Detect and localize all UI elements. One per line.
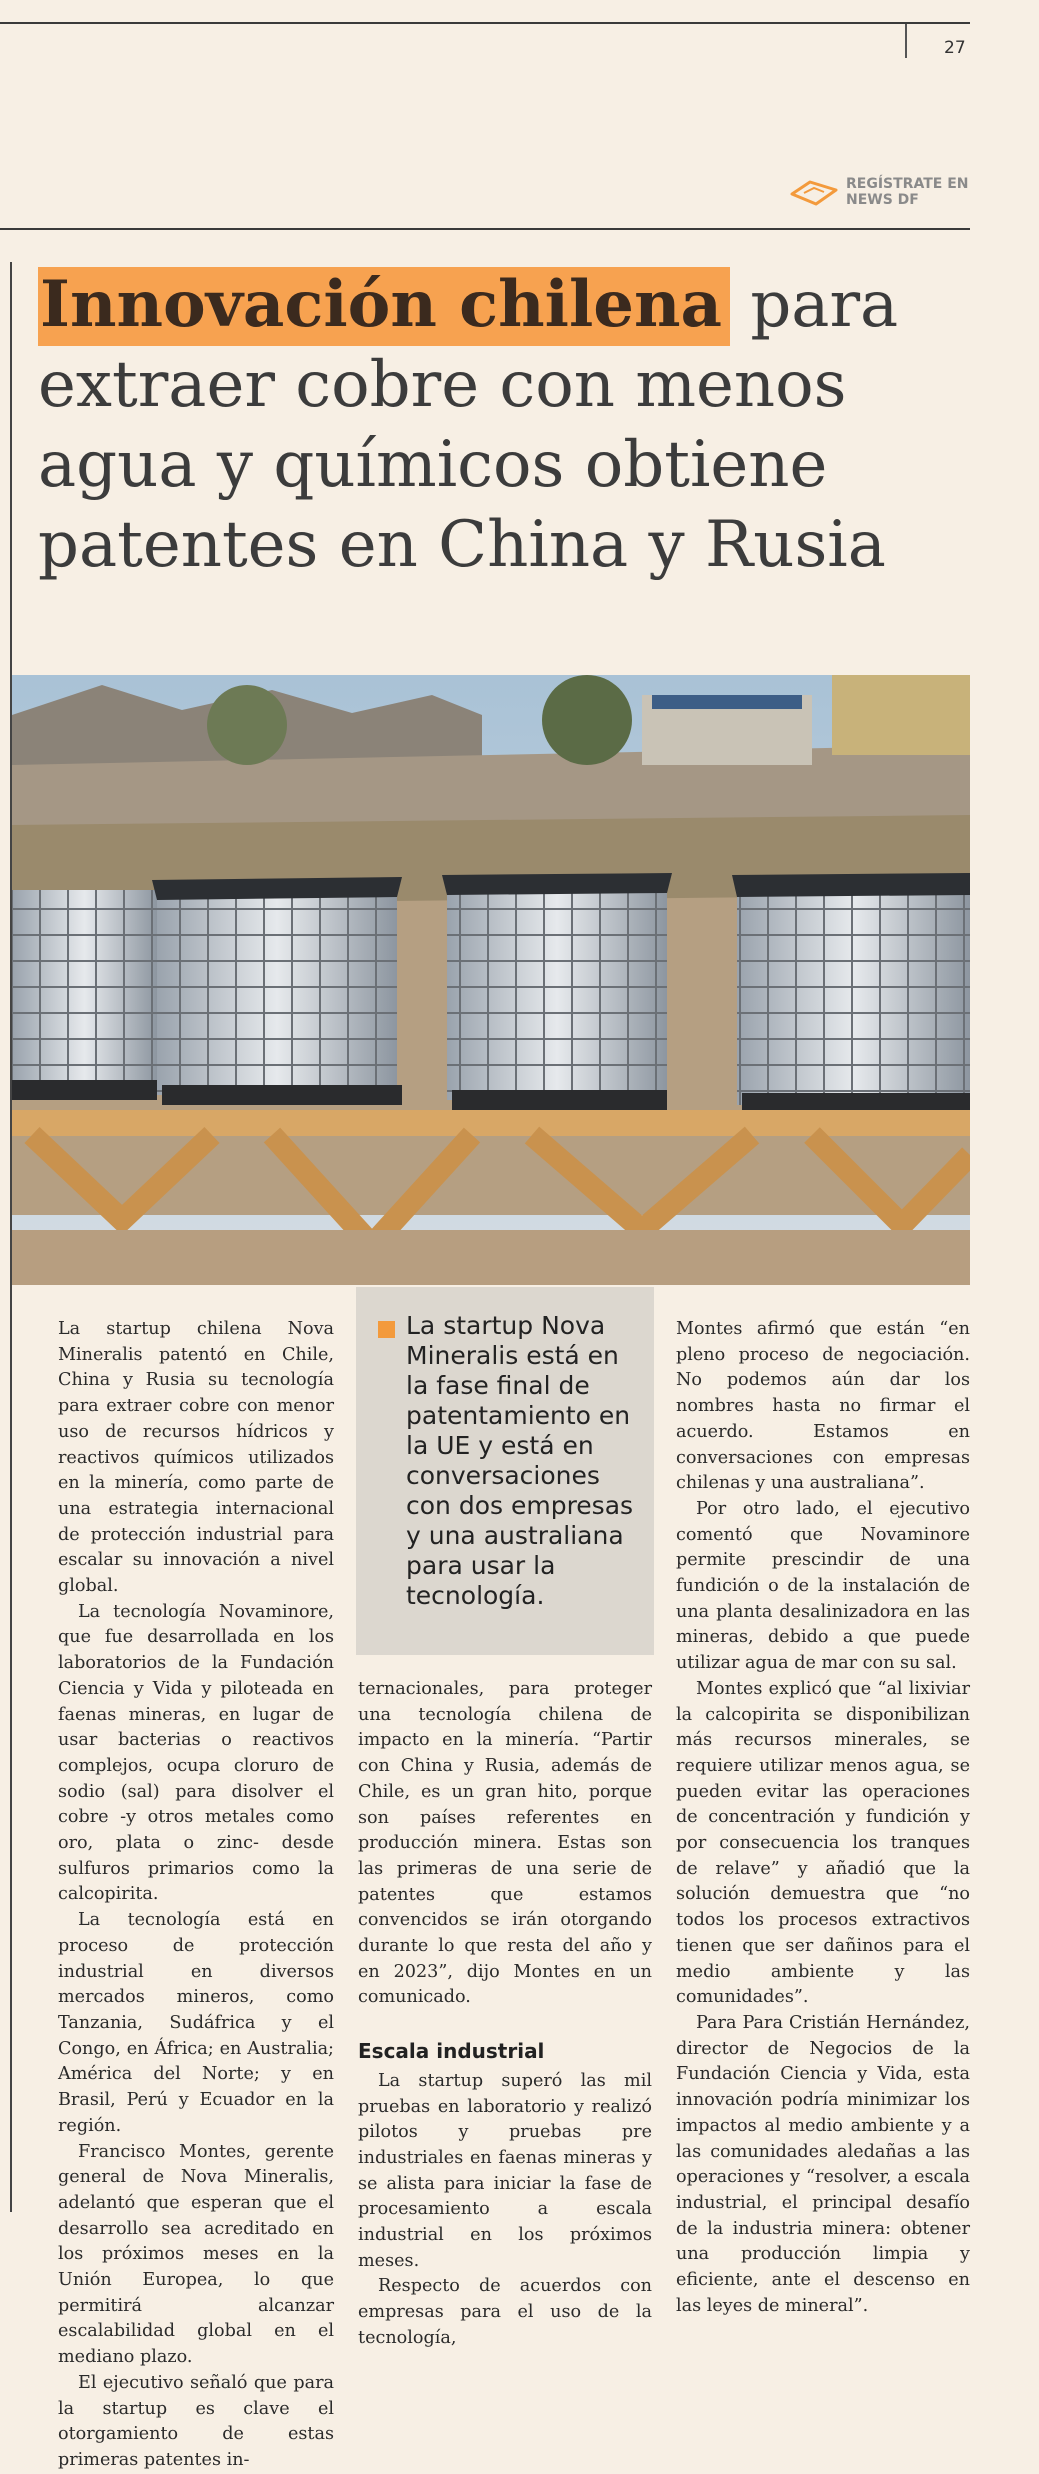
top-rule [0,22,970,24]
ibc-tanks-photo-icon [12,675,970,1285]
paragraph: Respecto de acuerdos con empresas para el uso de la tecnología, [358,2276,652,2348]
article-column-2 [358,1677,652,2352]
pull-quote [356,1287,654,1655]
headline-rest: para extraer cobre con menos agua y químicos obtiene patentes en China y Rusia [38,268,899,582]
promo-text: REGÍSTRATE EN NEWS DF [846,176,969,208]
pull-quote-text: La startup Nova Mineralis está en la fase final de patentamiento en la UE y está en conversaciones con dos empresas y una australiana para usar la tecnología. [406,1311,634,1610]
paragraph: La startup superó las mil pruebas en laboratorio y realizó pilotos y pruebas pre industriales en faenas mineras y se alista para iniciar la fase de procesamiento a escala industrial en los próximos meses. [358,2070,652,2271]
bullet-square-icon [378,1321,395,1338]
paragraph: El ejecutivo señaló que para la startup es clave el otorgamiento de estas primeras patentes in- [58,2372,334,2470]
paragraph: ternacionales, para proteger una tecnología chilena de impacto en la minería. “Partir con China y Rusia, además de Chile, es un gran hito, porque son países referentes en producción minera. Estas son las primeras de una serie de patentes que estamos convencidos se irán otorgando durante lo que resta del año y en 2023”, dijo Montes en un comunicado. [358,1679,652,2008]
paragraph: La tecnología está en proceso de protección industrial en diversos mercados mineros, como Tanzania, Sudáfrica y el Congo, en África; en Australia; América del Norte; y en Brasil, Perú y Ecuador en la región. [58,1910,334,2136]
paragraph: Montes explicó que “al lixiviar la calcopirita se disponibilizan más recursos minerales, se requiere utilizar menos agua, se pueden evitar las operaciones de concentración y fundición y por consecuencia los tranques de relave” y añadió que la solución demuestra que “no todos los procesos extractivos tienen que ser dañinos para el medio ambiente y las comunidades”. [676,1678,970,2008]
headline [38,265,918,585]
article-column-1 [58,1317,334,2474]
subheading: Escala industrial [358,2039,545,2064]
headline-highlight: Innovación chilena [38,267,730,346]
paragraph: Montes afirmó que están “en pleno proceso de negociación. No podemos aún dar los nombres hasta no firmar el acuerdo. Estamos en conversaciones con empresas chilenas y una australiana”. [676,1319,970,1494]
newsletter-promo[interactable] [790,176,976,208]
paragraph: Por otro lado, el ejecutivo comentó que Novaminore permite prescindir de una fundición o de la instalación de una planta desalinizadora en las mineras, debido a que puede utilizar agua de mar con su sal. [676,1498,970,1674]
paragraph: La startup chilena Nova Mineralis patentó en Chile, China y Rusia su tecnología para extraer cobre con menor uso de recursos hídricos y reactivos químicos utilizados en la minería, como parte de una estrategia internacional de protección industrial para escalar su innovación a nivel global. [58,1319,334,1597]
article-photo [12,675,970,1285]
page-number: 27 [944,38,966,58]
article-column-3 [676,1317,970,2319]
logo-icon [790,178,838,206]
paragraph: Francisco Montes, gerente general de Nova Mineralis, adelantó que esperan que el desarrollo sea acreditado en los próximos meses en la Unión Europea, lo que permitirá alcanzar escalabilidad global en el mediano plazo. [58,2141,334,2368]
page-number-separator [905,24,907,58]
paragraph: Para Para Cristián Hernández, director de Negocios de la Fundación Ciencia y Vida, esta innovación podría minimizar los impactos al medio ambiente y a las comunidades aledañas a las operaciones y “resolver, a escala industrial, el principal desafío de la industria minera: obtener una producción limpia y eficiente, ante el descenso en las leyes de mineral”. [676,2012,970,2316]
header-rule [0,228,970,230]
paragraph: La tecnología Novaminore, que fue desarrollada en los laboratorios de la Fundación Ciencia y Vida y piloteada en faenas mineras, en lugar de usar bacterias o reactivos complejos, ocupa cloruro de sodio (sal) para disolver el cobre -y otros metales como oro, plata o zinc- desde sulfuros primarios como la calcopirita. [58,1601,334,1905]
